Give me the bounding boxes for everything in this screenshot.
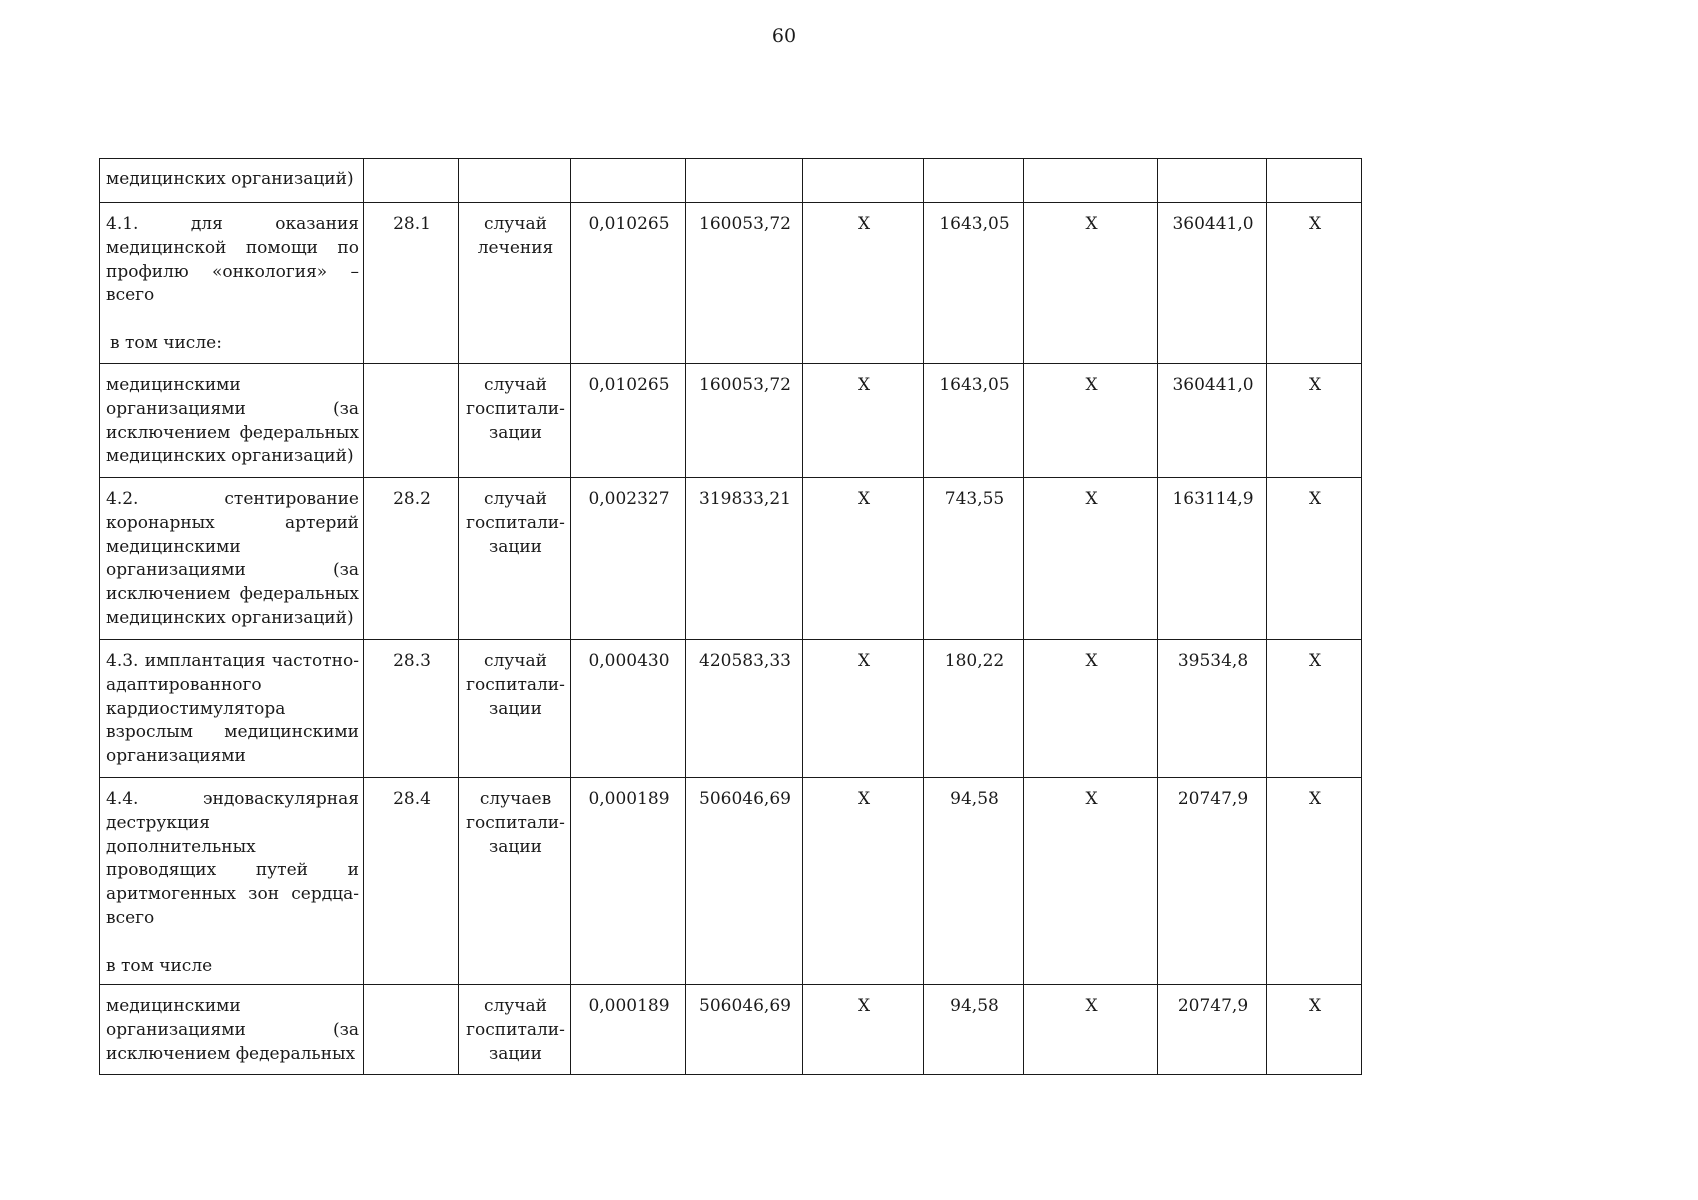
row-col6-cell: X (803, 778, 924, 985)
row-cost-cell: 160053,72 (686, 364, 803, 478)
row-unit-cell: случай госпитали-зации (459, 640, 571, 778)
page-number: 60 (771, 25, 797, 47)
row-name: медицинских организаций) (106, 169, 354, 189)
row-col10-cell: X (1267, 640, 1362, 778)
row-norm-cell: 0,000189 (571, 985, 686, 1075)
row-col10-cell: X (1267, 478, 1362, 640)
row-name-cell (100, 640, 364, 778)
table-row (100, 364, 1362, 478)
row-col8-cell: X (1024, 640, 1158, 778)
row-col9-cell: 360441,0 (1158, 203, 1267, 364)
row-col9-cell: 39534,8 (1158, 640, 1267, 778)
row-cost-cell (686, 159, 803, 203)
row-col8-cell: X (1024, 985, 1158, 1075)
row-code-cell (364, 985, 459, 1075)
row-cost-cell: 319833,21 (686, 478, 803, 640)
row-col7-cell: 180,22 (924, 640, 1024, 778)
row-col7-cell: 94,58 (924, 985, 1024, 1075)
row-name: 4.3. имплантация частотно-адаптированного кардиостимулятора взрослым медицинскими организациями (106, 651, 359, 767)
row-col10-cell (1267, 159, 1362, 203)
row-name: 4.4. эндоваскулярная деструкция дополнительных проводящих путей и аритмогенных зон сердца-всего (106, 789, 359, 928)
row-unit-cell: случаев госпитали-зации (459, 778, 571, 985)
row-col7-cell (924, 159, 1024, 203)
row-col6-cell (803, 159, 924, 203)
row-col7-cell: 94,58 (924, 778, 1024, 985)
row-name: 4.1. для оказания медицинской помощи по профилю «онкология» – всего (106, 214, 359, 306)
table-row (100, 778, 1362, 985)
row-norm-cell (571, 159, 686, 203)
row-col8-cell: X (1024, 478, 1158, 640)
table-row (100, 640, 1362, 778)
row-col10-cell: X (1267, 778, 1362, 985)
row-code-cell (364, 159, 459, 203)
row-col6-cell: X (803, 203, 924, 364)
row-norm-cell: 0,010265 (571, 203, 686, 364)
row-col9-cell: 20747,9 (1158, 985, 1267, 1075)
row-col9-cell: 360441,0 (1158, 364, 1267, 478)
row-col9-cell: 163114,9 (1158, 478, 1267, 640)
row-name-cell (100, 364, 364, 478)
row-cost-cell: 160053,72 (686, 203, 803, 364)
table-row (100, 985, 1362, 1075)
row-note: в том числе (106, 955, 213, 976)
tariff-table (99, 158, 1362, 1075)
row-unit-cell: случай госпитали-зации (459, 364, 571, 478)
row-unit-cell: случай госпитали-зации (459, 478, 571, 640)
table-row (100, 159, 1362, 203)
row-col10-cell: X (1267, 985, 1362, 1075)
row-name-cell (100, 203, 364, 364)
row-code-cell: 28.1 (364, 203, 459, 364)
row-code-cell (364, 364, 459, 478)
row-name: медицинскими организациями (за исключением федеральных (106, 996, 359, 1064)
row-name-cell (100, 478, 364, 640)
table-row (100, 203, 1362, 364)
row-unit-cell (459, 159, 571, 203)
row-col6-cell: X (803, 985, 924, 1075)
row-col9-cell: 20747,9 (1158, 778, 1267, 985)
row-col10-cell: X (1267, 364, 1362, 478)
row-name-cell (100, 159, 364, 203)
row-cost-cell: 420583,33 (686, 640, 803, 778)
row-note: в том числе: (110, 332, 222, 353)
row-norm-cell: 0,002327 (571, 478, 686, 640)
row-col7-cell: 743,55 (924, 478, 1024, 640)
row-cost-cell: 506046,69 (686, 985, 803, 1075)
row-name-cell (100, 778, 364, 985)
row-unit-cell: случай госпитали-зации (459, 985, 571, 1075)
row-col6-cell: X (803, 640, 924, 778)
row-name-cell (100, 985, 364, 1075)
row-norm-cell: 0,000430 (571, 640, 686, 778)
row-code-cell: 28.2 (364, 478, 459, 640)
row-norm-cell: 0,010265 (571, 364, 686, 478)
row-col6-cell: X (803, 478, 924, 640)
row-norm-cell: 0,000189 (571, 778, 686, 985)
table-row (100, 478, 1362, 640)
row-cost-cell: 506046,69 (686, 778, 803, 985)
row-name: медицинскими организациями (за исключением федеральных медицинских организаций) (106, 375, 359, 467)
row-col8-cell: X (1024, 364, 1158, 478)
row-col9-cell (1158, 159, 1267, 203)
row-unit-cell: случай лечения (459, 203, 571, 364)
row-col8-cell: X (1024, 778, 1158, 985)
row-col8-cell: X (1024, 203, 1158, 364)
row-name: 4.2. стентирование коронарных артерий медицинскими организациями (за исключением федеральных медицинских организаций) (106, 489, 359, 628)
row-code-cell: 28.4 (364, 778, 459, 985)
row-col7-cell: 1643,05 (924, 203, 1024, 364)
row-col7-cell: 1643,05 (924, 364, 1024, 478)
row-col8-cell (1024, 159, 1158, 203)
row-code-cell: 28.3 (364, 640, 459, 778)
row-col6-cell: X (803, 364, 924, 478)
row-col10-cell: X (1267, 203, 1362, 364)
